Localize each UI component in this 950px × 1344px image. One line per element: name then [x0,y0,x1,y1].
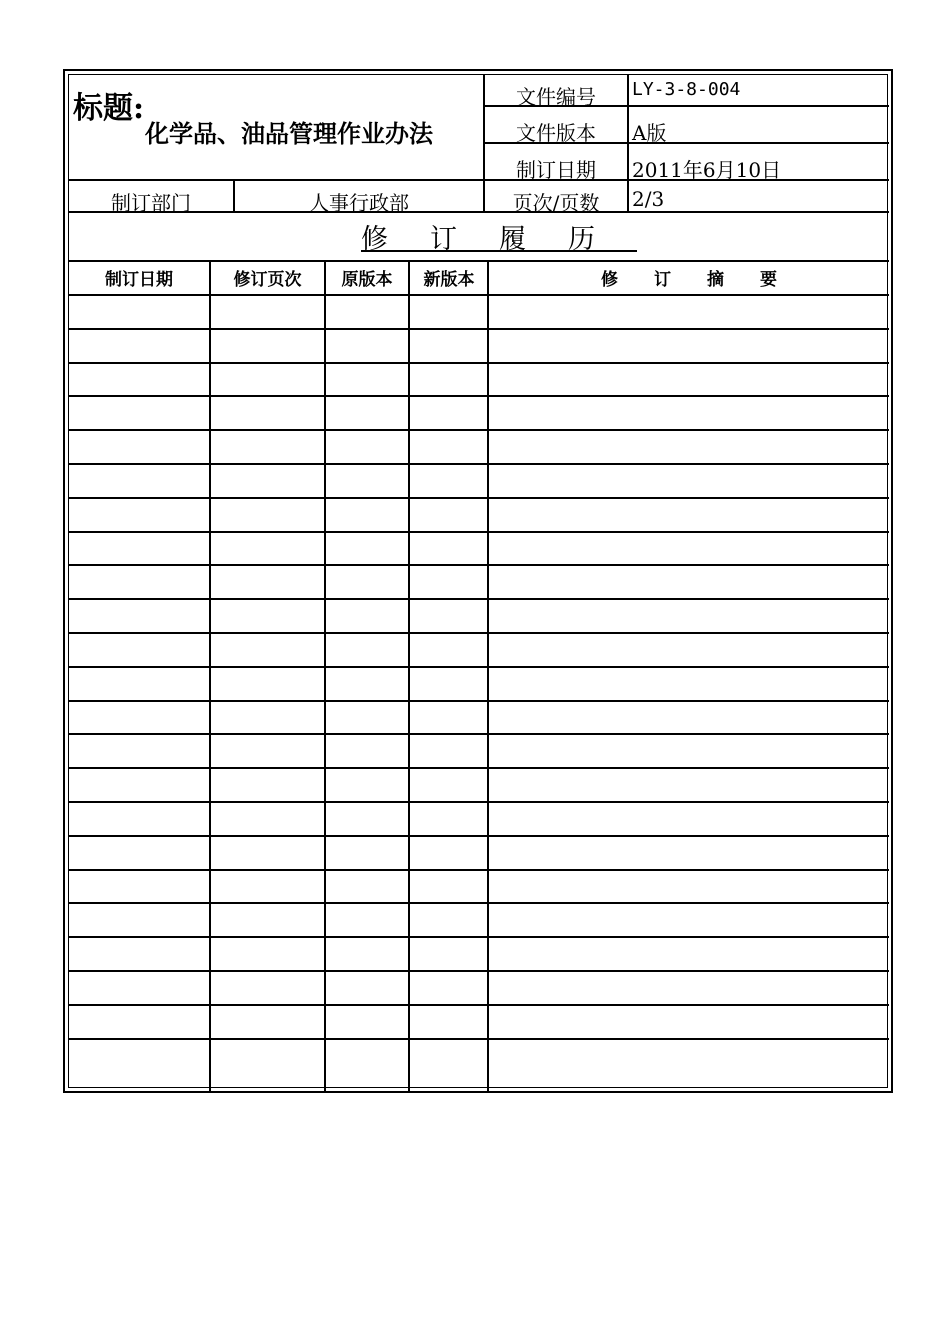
table-row-divider [69,497,889,499]
title-label: 标题: [73,91,145,126]
table-row-divider [69,328,889,330]
page-label: 页次/页数 [512,191,600,215]
table-row-divider [69,869,889,871]
col-header-old-version: 原版本 [341,270,393,290]
version-label: 文件版本 [516,121,596,145]
table-row-divider [69,1038,889,1040]
col-header-page: 修订页次 [233,270,302,290]
table-row-divider [69,429,889,431]
col-header-date: 制订日期 [105,270,173,290]
table-row-divider [69,362,889,364]
document-title: 化学品、油品管理作业办法 [145,119,433,148]
version-value: A版 [632,121,667,145]
table-row-divider [69,1004,889,1006]
col-header-new-version: 新版本 [423,270,475,290]
document-frame [63,69,893,1093]
table-row-divider [69,632,889,634]
dept-value: 人事行政部 [309,191,409,215]
col-header-summary: 修订摘要 [601,270,813,290]
date-value: 2011年6月10日 [632,158,782,182]
column-divider [209,260,211,1091]
table-row-divider [69,700,889,702]
page-value: 2/3 [632,187,665,211]
dept-label: 制订部门 [111,191,191,215]
column-divider [324,260,326,1091]
date-label: 制订日期 [516,158,596,182]
table-row-divider [69,733,889,735]
divider [69,294,889,296]
table-row-divider [69,936,889,938]
revision-title: 修订履历 [361,224,637,255]
table-row-divider [69,531,889,533]
divider [69,260,889,262]
table-row-divider [69,463,889,465]
table-row-divider [69,666,889,668]
document-table [68,74,888,1088]
table-row-divider [69,835,889,837]
table-row-divider [69,902,889,904]
doc-no-value: LY-3-8-004 [632,79,741,100]
table-row-divider [69,767,889,769]
column-divider [487,260,489,1091]
column-divider [408,260,410,1091]
table-row-divider [69,970,889,972]
table-row-divider [69,598,889,600]
doc-no-label: 文件编号 [516,85,596,109]
table-row-divider [69,395,889,397]
table-row-divider [69,801,889,803]
table-row-divider [69,564,889,566]
